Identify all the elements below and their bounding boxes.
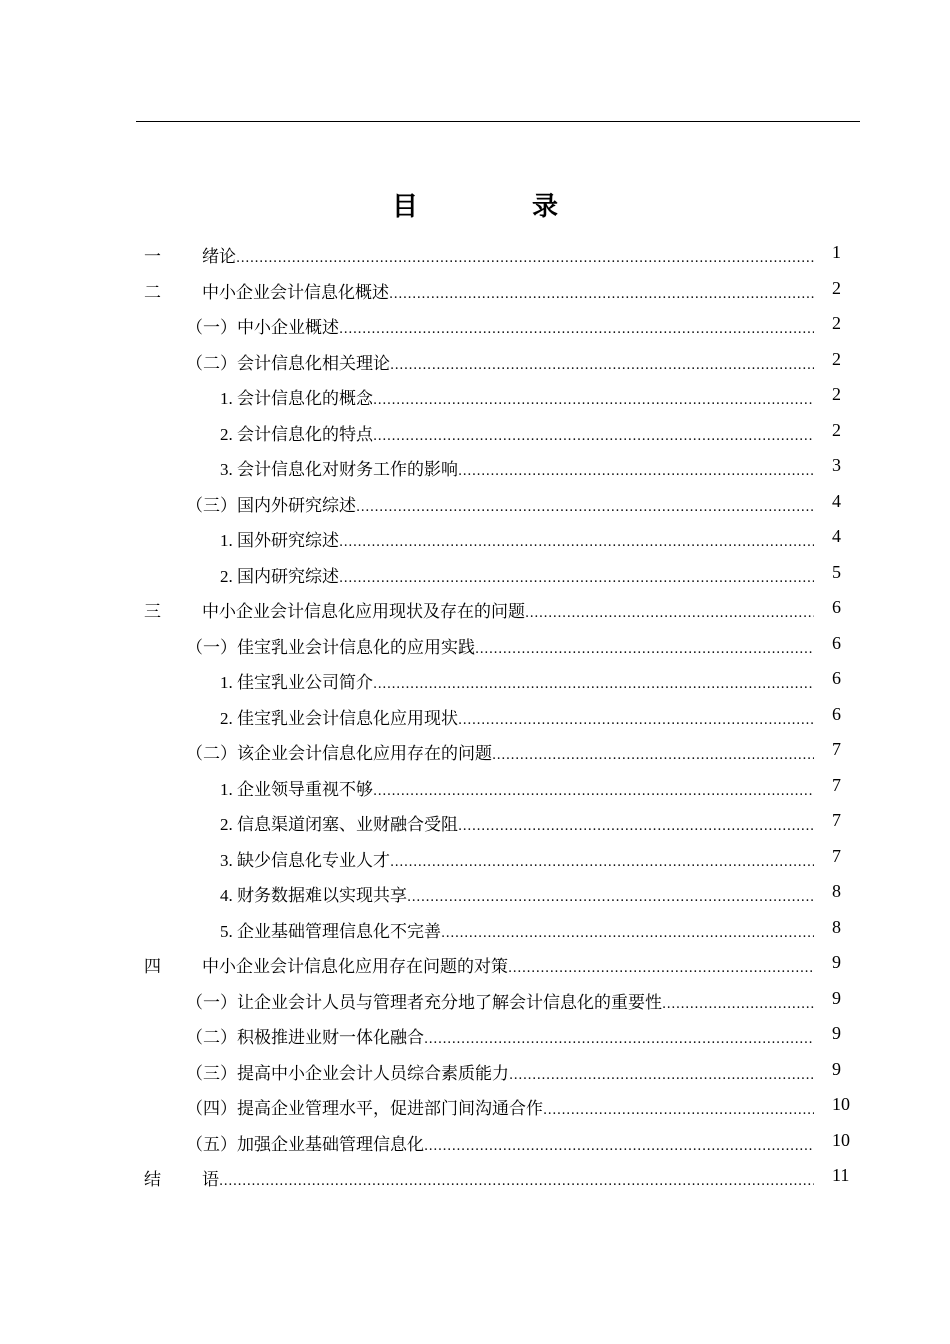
page-number: 6 (832, 703, 841, 724)
toc-entry[interactable] (0, 1053, 950, 1089)
page-number: 2 (832, 348, 841, 369)
leader-dots (407, 890, 814, 905)
page-number: 6 (832, 668, 841, 688)
toc-entry[interactable] (0, 520, 950, 556)
entry-title: 3. 会计信息化对财务工作的影响 (220, 460, 458, 479)
leader-dots (509, 1068, 814, 1083)
page-number: 4 (832, 526, 841, 546)
entry-title: 语 (202, 1170, 219, 1190)
entry-line (186, 313, 814, 338)
leader-dots (543, 1103, 814, 1118)
page-number: 7 (832, 774, 841, 795)
leader-dots (390, 855, 814, 870)
toc-entry[interactable] (0, 1017, 950, 1053)
entry-title: 4. 财务数据难以实现共享 (220, 886, 407, 905)
entry-title: 2. 佳宝乳业会计信息化应用现状 (220, 708, 458, 728)
leader-dots (373, 429, 814, 444)
leader-dots (441, 926, 814, 941)
page-number: 5 (832, 561, 841, 582)
entry-line (220, 704, 814, 729)
entry-title: （三）提高中小企业会计人员综合素质能力 (186, 1063, 509, 1084)
entry-title: （二）积极推进业财一体化融合 (186, 1028, 424, 1048)
entry-line (186, 1023, 814, 1048)
leader-dots (508, 961, 814, 976)
toc-entry[interactable] (0, 875, 950, 911)
page-number: 9 (832, 952, 841, 972)
entry-title: （一）让企业会计人员与管理者充分地了解会计信息化的重要性 (186, 992, 662, 1013)
page-number: 2 (832, 277, 841, 298)
entry-line (202, 952, 814, 977)
leader-dots (373, 677, 814, 692)
entry-title: （四）提高企业管理水平，促进部门间沟通合作 (186, 1099, 543, 1119)
toc-entry[interactable] (0, 840, 950, 876)
toc-entry[interactable] (0, 946, 950, 982)
entry-line (220, 881, 814, 906)
entry-title: （二）会计信息化相关理论 (186, 353, 390, 374)
toc-entry[interactable] (0, 733, 950, 769)
entry-title: （一）中小企业概述 (186, 318, 339, 338)
page-number: 7 (832, 810, 841, 830)
entry-title: 中小企业会计信息化概述 (202, 282, 389, 303)
entry-title: 1. 企业领导重视不够 (220, 779, 373, 799)
entry-line (186, 1094, 814, 1119)
page-number: 7 (832, 739, 841, 759)
chapter-number: 四 (144, 957, 161, 977)
page-number: 2 (832, 419, 841, 440)
entry-title: （二）该企业会计信息化应用存在的问题 (186, 744, 492, 764)
toc-entry[interactable] (0, 698, 950, 734)
leader-dots (339, 535, 814, 550)
entry-line (220, 846, 814, 871)
entry-line (220, 775, 814, 800)
toc-entry[interactable] (0, 769, 950, 805)
page-title: 目 录 (391, 192, 602, 222)
toc-entry[interactable] (0, 911, 950, 947)
entry-line (202, 597, 814, 622)
entry-title: 1. 佳宝乳业公司简介 (220, 673, 373, 692)
page-number: 8 (832, 881, 841, 901)
entry-line (186, 633, 814, 658)
entry-title: （一）佳宝乳业会计信息化的应用实践 (186, 637, 475, 658)
leader-dots (339, 571, 814, 586)
toc-entry[interactable] (0, 1159, 950, 1195)
toc-entry[interactable] (0, 591, 950, 627)
entry-line (186, 491, 814, 516)
entry-title: 3. 缺少信息化专业人才 (220, 850, 390, 870)
entry-title: 中小企业会计信息化应用存在问题的对策 (202, 957, 508, 977)
page-number: 11 (832, 1165, 850, 1185)
toc-entry[interactable] (0, 414, 950, 450)
toc-entry[interactable] (0, 449, 950, 485)
page-number: 2 (832, 313, 841, 333)
toc-entry[interactable] (0, 485, 950, 521)
entry-line (220, 384, 814, 409)
chapter-number: 三 (144, 602, 161, 622)
toc-entry[interactable] (0, 307, 950, 343)
entry-line (202, 1165, 814, 1190)
entry-title: 2. 信息渠道闭塞、业财融合受阻 (220, 815, 458, 834)
page-number: 6 (832, 597, 841, 617)
entry-line (220, 526, 814, 551)
toc-entry[interactable] (0, 1124, 950, 1160)
page-number: 9 (832, 987, 841, 1008)
leader-dots (373, 784, 814, 799)
toc-entry[interactable] (0, 556, 950, 592)
entry-line (186, 739, 814, 764)
page-number: 6 (832, 632, 841, 653)
toc-entry[interactable] (0, 982, 950, 1018)
toc-entry[interactable] (0, 627, 950, 663)
page-number: 9 (832, 1023, 841, 1043)
leader-dots (458, 819, 814, 834)
header-rule (136, 121, 860, 122)
entry-line (202, 242, 814, 267)
leader-dots (424, 1139, 814, 1154)
leader-dots (356, 500, 814, 515)
chapter-number: 一 (144, 247, 161, 267)
leader-dots (390, 358, 814, 373)
leader-dots (475, 642, 814, 657)
entry-line (186, 1130, 814, 1155)
entry-title: 2. 会计信息化的特点 (220, 424, 373, 444)
entry-title: 中小企业会计信息化应用现状及存在的问题 (202, 602, 525, 622)
leader-dots (373, 393, 814, 408)
entry-line (220, 420, 814, 445)
entry-line (220, 455, 814, 480)
entry-line (220, 562, 814, 587)
page-number: 10 (832, 1094, 850, 1114)
toc-entry[interactable] (0, 662, 950, 698)
toc-entry[interactable] (0, 804, 950, 840)
entry-title: 5. 企业基础管理信息化不完善 (220, 921, 441, 941)
entry-title: 2. 国内研究综述 (220, 566, 339, 586)
leader-dots (389, 287, 814, 302)
page-number: 8 (832, 916, 841, 937)
toc-entry[interactable] (0, 236, 950, 272)
leader-dots (525, 606, 814, 621)
entry-title: 1. 国外研究综述 (220, 531, 339, 550)
leader-dots (219, 1174, 814, 1189)
chapter-number: 二 (144, 282, 161, 303)
entry-line (220, 917, 814, 942)
entry-line (186, 988, 814, 1013)
entry-title: （三）国内外研究综述 (186, 495, 356, 516)
page-number: 1 (832, 242, 841, 262)
entry-title: 1. 会计信息化的概念 (220, 389, 373, 408)
leader-dots (458, 464, 814, 479)
toc-entry[interactable] (0, 343, 950, 379)
entry-title: 绪论 (202, 247, 236, 267)
page-number: 10 (832, 1129, 850, 1150)
entry-line (220, 810, 814, 835)
toc-entry[interactable] (0, 378, 950, 414)
page-number: 9 (832, 1058, 841, 1079)
entry-line (186, 349, 814, 374)
entry-line (202, 278, 814, 303)
leader-dots (662, 997, 814, 1012)
page-number: 4 (832, 490, 841, 511)
leader-dots (492, 748, 814, 763)
chapter-number: 结 (144, 1170, 161, 1190)
toc-entry[interactable] (0, 1088, 950, 1124)
page-number: 2 (832, 384, 841, 404)
leader-dots (339, 322, 814, 337)
entry-line (186, 1059, 814, 1084)
entry-line (220, 668, 814, 693)
leader-dots (424, 1032, 814, 1047)
toc-entry[interactable] (0, 272, 950, 308)
leader-dots (236, 251, 814, 266)
entry-title: （五）加强企业基础管理信息化 (186, 1134, 424, 1155)
leader-dots (458, 713, 814, 728)
page-number: 3 (832, 455, 841, 475)
page-number: 7 (832, 845, 841, 866)
